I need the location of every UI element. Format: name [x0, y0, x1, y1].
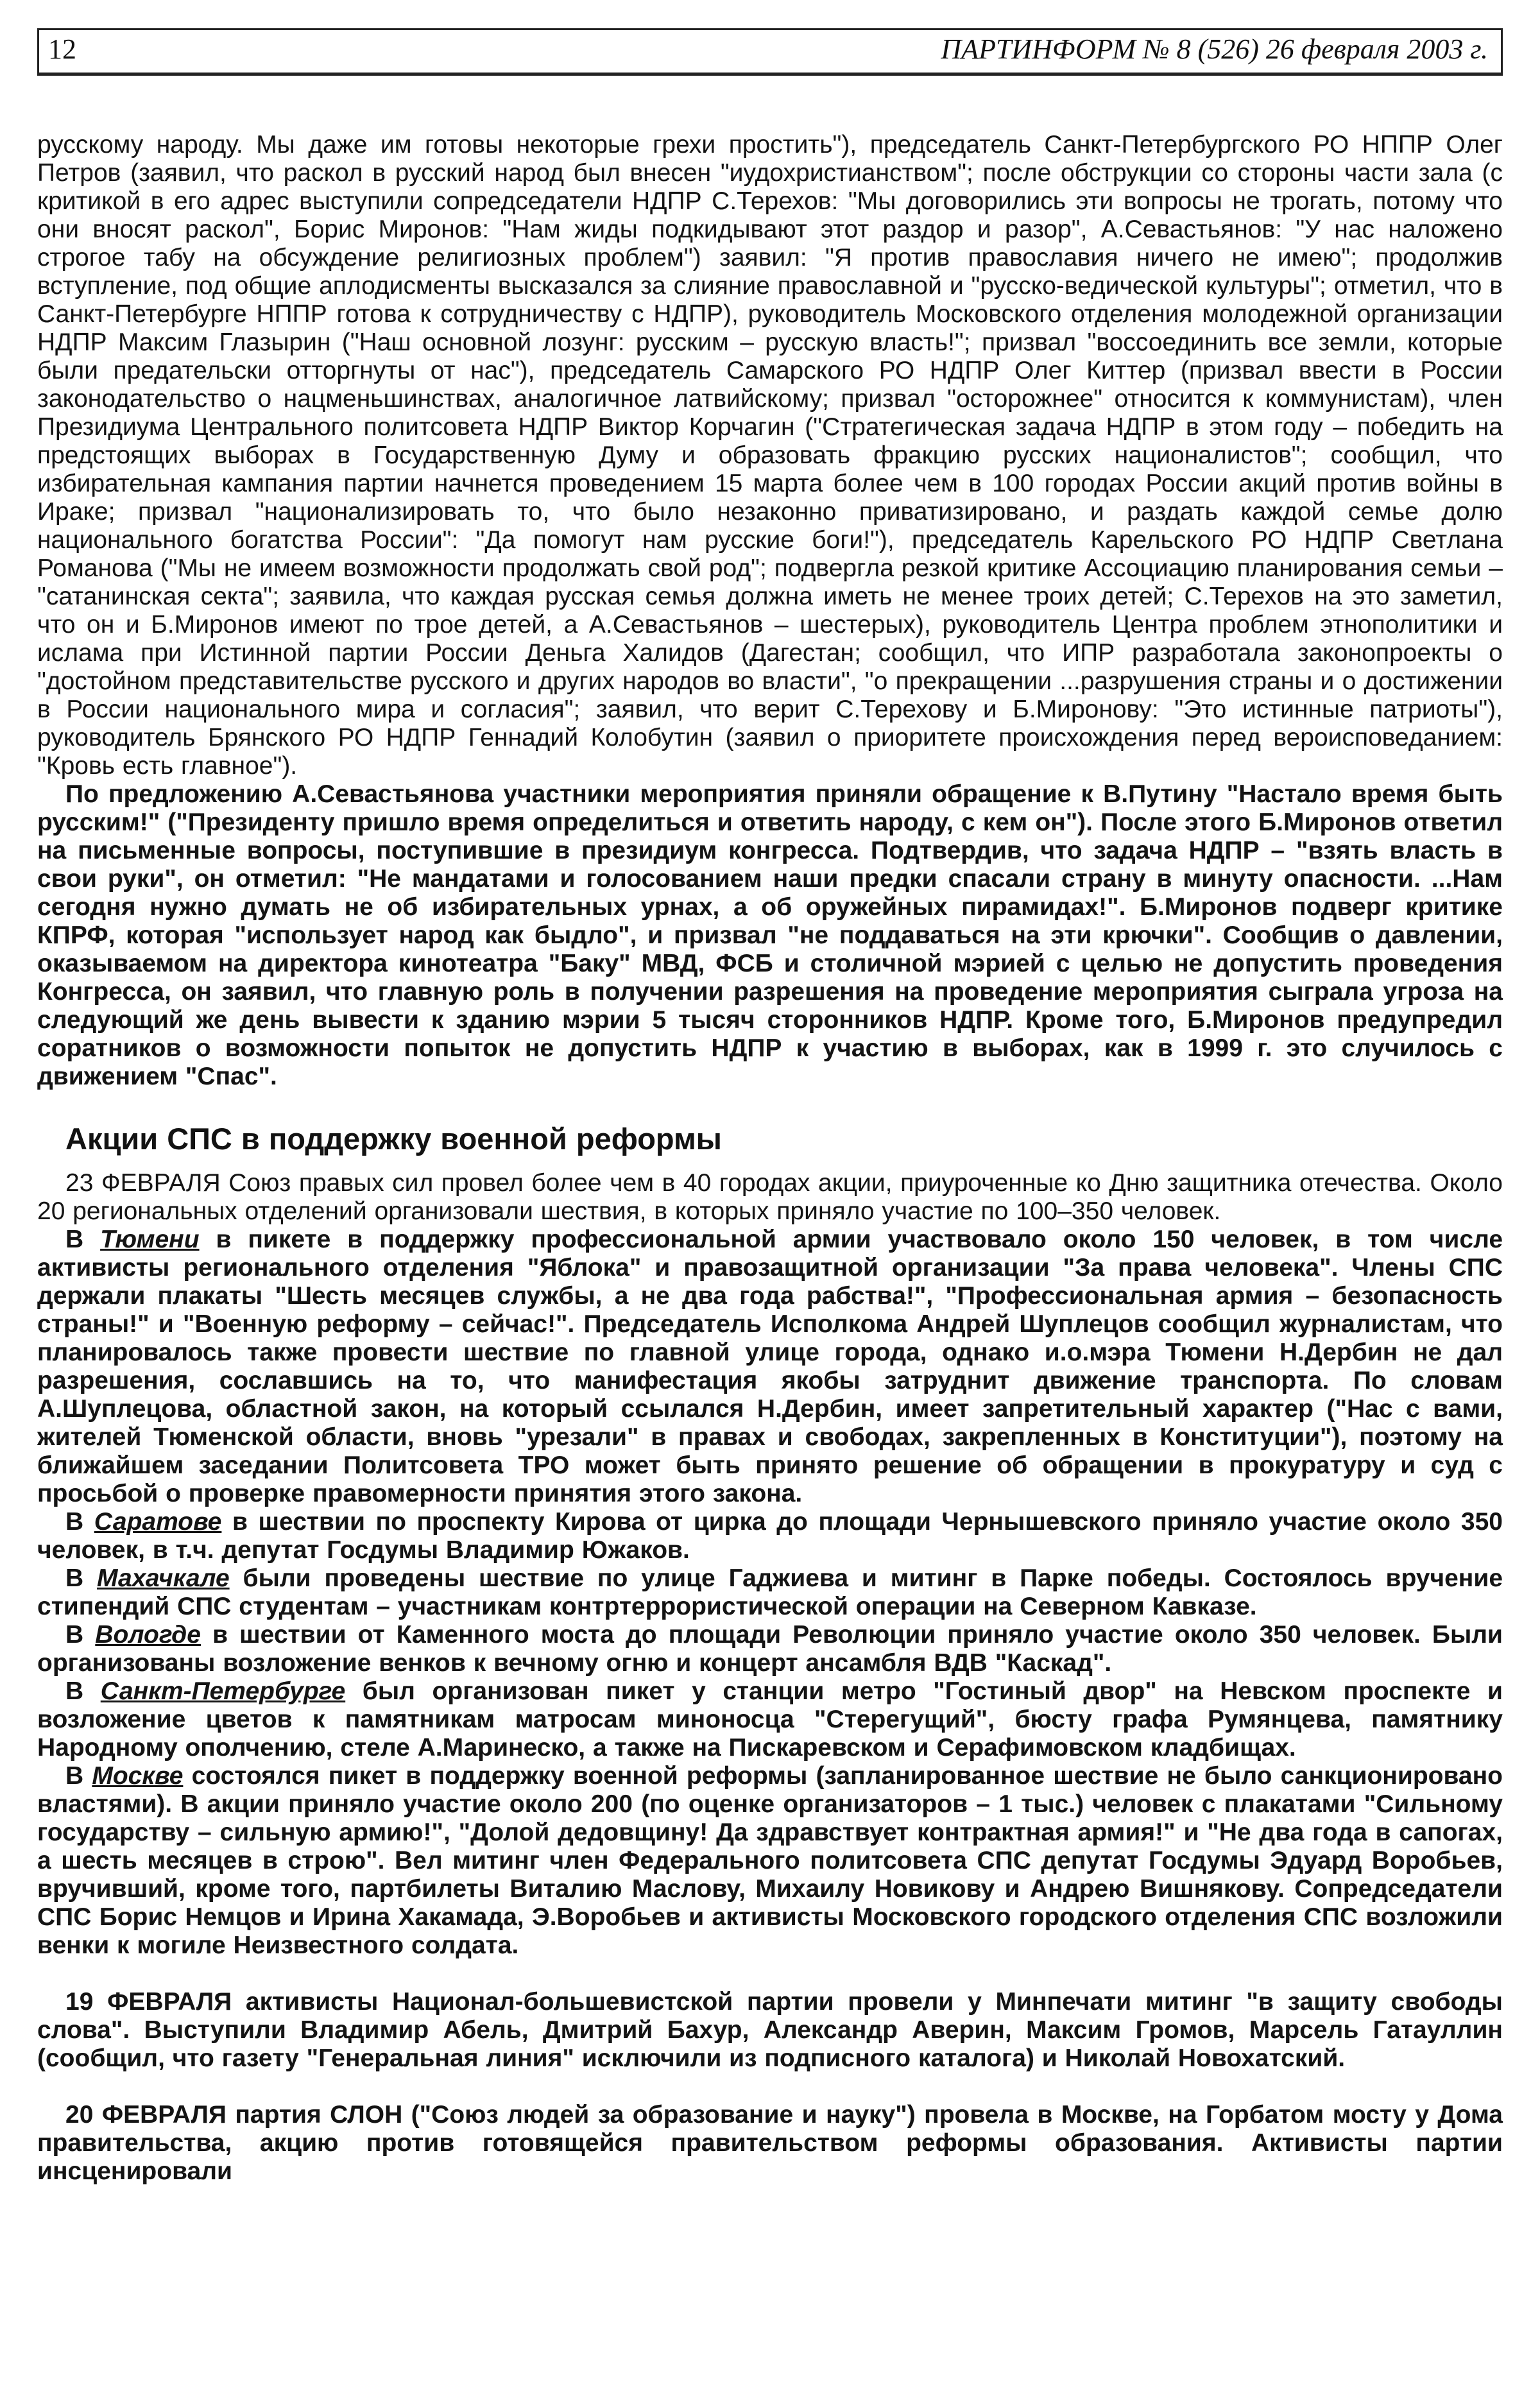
- city-name: Москве: [92, 1762, 184, 1790]
- text-run: По предложению А.Севастьянова участники мероприятия приняли обращение к В.Путину "Настало время быть русским!" ("Президенту пришло время определиться и ответить народу, с кем он"). После этого Б.Миронов ответил на письменные вопросы, поступившие в президиум конгресса. Подтвердив, что задача НДПР – "взять власть в свои руки", он отметил: "Не мандатами и голосованием наши предки спасали страну в минуту опасности. ...Нам сегодня нужно думать не об избирательных урнах, а об оружейных пирамидах!". Б.Миронов подверг критике КПРФ, которая "использует народ как быдло", и призвал "не поддаваться на эти крючки". Сообщив о давлении, оказываемом на директора кинотеатра "Баку" МВД, ФСБ и столичной мэрией с целью не допустить проведения Конгресса, он заявил, что главную роль в получении разрешения на проведение мероприятия сыграла угроза на следующий же день вывести к зданию мэрии 5 тысяч сторонников НДПР. Кроме того, Б.Миронов предупредил соратников о возможности попыток не допустить НДПР к участию в выборах, как в 1999 г. это случилось с движением "Спас".: [37, 780, 1503, 1090]
- text-run: были проведены шествие по улице Гаджиева и митинг в Парке победы. Состоялось вручение стипендий СПС студентам – участникам контртеррористической операции на Северном Кавказе.: [37, 1564, 1503, 1620]
- paragraph: [37, 131, 1503, 780]
- city-name: Саратове: [94, 1508, 222, 1536]
- section-heading: Акции СПС в поддержку военной реформы: [65, 1122, 722, 1156]
- text-run: 19 ФЕВРАЛЯ активисты Национал-большевистской партии провели у Минпечати митинг "в защиту свободы слова". Выступили Владимир Абель, Дмитрий Бахур, Александр Аверин, Максим Громов, Марсель Гатауллин (сообщил, что газету "Генеральная линия" исключили из подписного каталога) и Николай Новохатский.: [37, 1988, 1503, 2072]
- article-content: [37, 131, 1503, 2186]
- city-name: Тюмени: [100, 1226, 200, 1253]
- paragraph: [37, 1677, 1503, 1762]
- text-run: В: [65, 1508, 94, 1536]
- page-number: 12: [48, 33, 76, 65]
- paragraph: [37, 1226, 1503, 1508]
- text-run: В: [65, 1226, 101, 1253]
- text-run: в шествии от Каменного моста до площади Революции приняло участие около 350 человек. Были организованы возложение венков к вечному огню и концерт ансамбля ВДВ "Каскад".: [37, 1621, 1503, 1677]
- text-run: был организован пикет у станции метро "Гостиный двор" на Невском проспекте и возложение цветов к памятникам матросам миноносца "Стерегущий", бюсту графа Румянцева, памятнику Народному ополчению, стеле А.Маринеско, а также на Пискаревском и Серафимовском кладбищах.: [37, 1677, 1503, 1761]
- text-run: состоялся пикет в поддержку военной реформы (запланированное шествие не было санкционировано властями). В акции приняло участие около 200 (по оценке организаторов – 1 тыс.) человек с плакатами "Сильному государству – сильную армию!", "Долой дедовщину! Да здравствует контрактная армия!" и "Не два года в сапогах, а шесть месяцев в строю". Вел митинг член Федерального политсовета СПС депутат Госдумы Эдуард Воробьев, вручивший, кроме того, партбилеты Виталию Маслову, Михаилу Новикову и Андрею Вишнякову. Сопредседатели СПС Борис Немцов и Ирина Хакамада, Э.Воробьев и активисты Московского городского отделения СПС возложили венки к могиле Неизвестного солдата.: [37, 1762, 1503, 1959]
- text-run: В: [65, 1762, 92, 1790]
- text-run: В: [65, 1564, 98, 1592]
- text-run: 20 ФЕВРАЛЯ партия СЛОН ("Союз людей за образование и науку") провела в Москве, на Горбатом мосту у Дома правительства, акцию против готовящейся правительством реформы образования. Активисты партии инсценировали: [37, 2101, 1503, 2185]
- text-run: в шествии по проспекту Кирова от цирка до площади Чернышевского приняло участие около 350 человек, в т.ч. депутат Госдумы Владимир Южаков.: [37, 1508, 1503, 1564]
- paragraph: [37, 780, 1503, 1091]
- paragraph: [37, 2101, 1503, 2186]
- paragraph-gap: [37, 2073, 1503, 2101]
- city-name: Махачкале: [97, 1564, 230, 1592]
- paragraph: [37, 1169, 1503, 1226]
- paragraph-gap: [37, 1960, 1503, 1988]
- paragraph: [37, 1621, 1503, 1677]
- text-run: В: [65, 1677, 101, 1705]
- city-name: Санкт-Петербурге: [100, 1677, 346, 1705]
- paragraph: [37, 1988, 1503, 2073]
- journal-title: ПАРТИНФОРМ № 8 (526) 26 февраля 2003 г.: [941, 33, 1488, 65]
- text-run: в пикете в поддержку профессиональной армии участвовало около 150 человек, в том числе активисты регионального отделения "Яблока" и правозащитной организации "За права человека". Члены СПС держали плакаты "Шесть месяцев службы, а не два года рабства!", "Профессиональная армия – безопасность страны!" и "Военную реформу – сейчас!". Председатель Исполкома Андрей Шуплецов сообщил журналистам, что планировалось также провести шествие по главной улице города, однако и.о.мэра Тюмени Н.Дербин не дал разрешения, сославшись на то, что манифестация якобы затруднит движение транспорта. По словам А.Шуплецова, областной закон, на который ссылался Н.Дербин, имеет запретительный характер ("Нас с вами, жителей Тюменской области, вновь "урезали" в правах и свободах, закрепленных в Конституции"), поэтому на ближайшем заседании Политсовета ТРО может быть принято решение об обращении в прокуратуру и суд с просьбой о проверке правомерности принятия этого закона.: [37, 1226, 1503, 1507]
- text-run: В: [65, 1621, 96, 1649]
- text-run: русскому народу. Мы даже им готовы некоторые грехи простить"), председатель Санкт-Петербургского РО НППР Олег Петров (заявил, что раскол в русский народ был внесен "иудохристианством"; после обструкции со стороны части зала (с критикой в его адрес выступили сопредседатели НДПР С.Терехов: "Мы договорились эти вопросы не трогать, потому что они вносят раскол", Борис Миронов: "Нам жиды подкидывают этот раздор и разор", А.Севастьянов: "У нас наложено строгое табу на обсуждение религиозных проблем") заявил: "Я против православия ничего не имею"; продолжив вступление, под общие аплодисменты высказался за слияние православной и "русско-ведической культуры"; отметил, что в Санкт-Петербурге НППР готова к сотрудничеству с НДПР), руководитель Московского отделения молодежной организации НДПР Максим Глазырин ("Наш основной лозунг: русским – русскую власть!"; призвал "воссоединить все земли, которые были предательски отторгнуты от нас"), председатель Самарского РО НДПР Олег Киттер (призвал ввести в России законодательство о нацменьшинствах, аналогичное латвийскому; призвал "осторожнее" относится к коммунистам), член Президиума Центрального политсовета НДПР Виктор Корчагин ("Стратегическая задача НДПР в этом году – победить на предстоящих выборах в Государственную Думу и образовать фракцию русских националистов"; сообщил, что избирательная кампания партии начнется проведением 15 марта более чем в 100 городах России акций против войны в Ираке; призвал "национализировать то, что было незаконно приватизировано, и раздать каждой семье долю национального богатства России": "Да помогут нам русские боги!"), председатель Карельского РО НДПР Светлана Романова ("Мы не имеем возможности продолжать свой род"; подвергла резкой критике Ассоциацию планирования семьи – "сатанинская секта"; заявила, что каждая русская семья должна иметь не менее троих детей; С.Терехов на это заметил, что он и Б.Миронов имеют по трое детей, а А.Севастьянов – шестерых), руководитель Центра проблем этнополитики и ислама при Истинной партии России Деньга Халидов (Дагестан; сообщил, что ИПР разработала законопроекты о "достойном представительстве русского и других народов во власти", "о прекращении ...разрушения страны и о достижении в России национального мира и согласия"; заявил, что верит С.Терехову и Б.Миронову: "Это истинные патриоты"), руководитель Брянского РО НДПР Геннадий Колобутин (заявил о приоритете происхождения перед вероисповеданием: "Кровь есть главное").: [37, 131, 1503, 780]
- text-run: 23 ФЕВРАЛЯ Союз правых сил провел более чем в 40 городах акции, приуроченные ко Дню защитника отечества. Около 20 региональных отделений организовали шествия, в которых приняло участие по 100–350 человек.: [37, 1169, 1503, 1225]
- paragraph: [37, 1762, 1503, 1960]
- paragraph: [37, 1508, 1503, 1564]
- paragraph: [37, 1564, 1503, 1621]
- city-name: Вологде: [95, 1621, 201, 1649]
- page-header: [37, 28, 1503, 76]
